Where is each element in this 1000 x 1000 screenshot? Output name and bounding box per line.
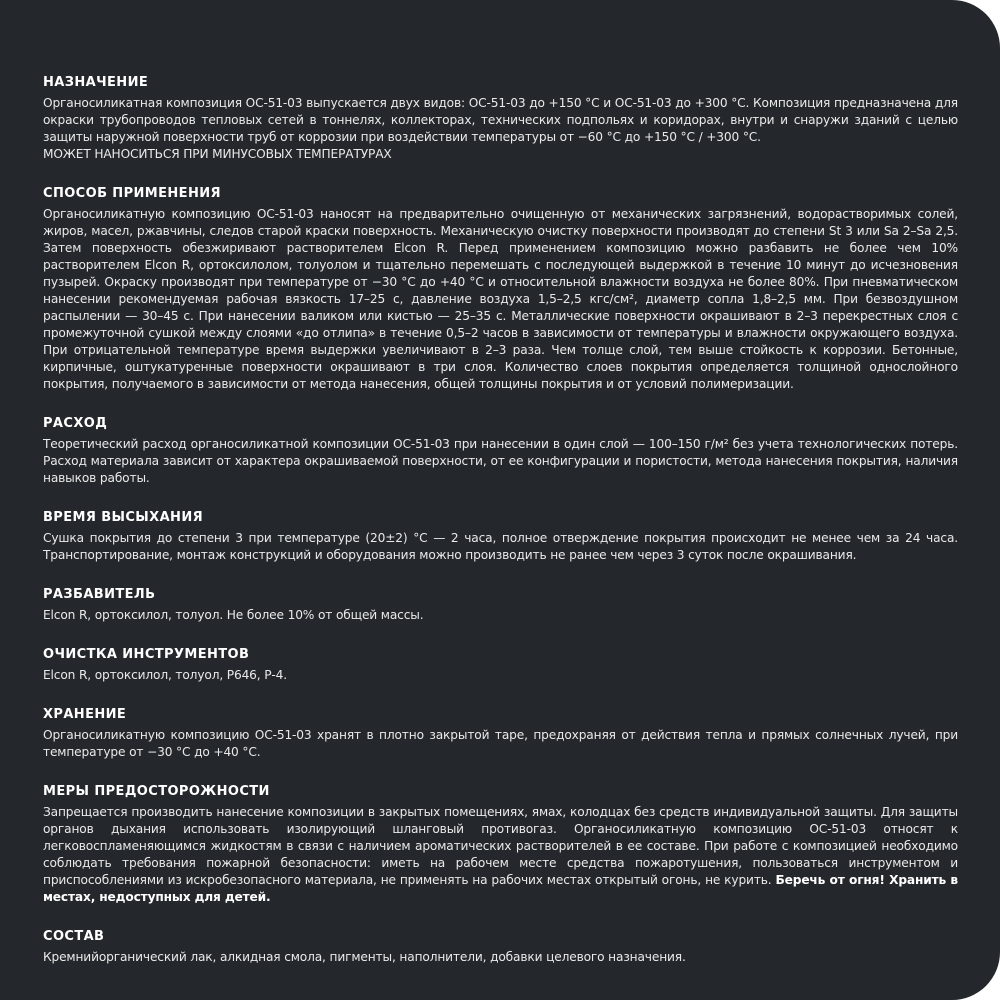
section-body <box>43 727 958 761</box>
section-body <box>43 436 958 487</box>
section-title: СОСТАВ <box>43 929 105 944</box>
paragraph: Запрещается производить нанесение композиции в закрытых помещениях, ямах, колодцах без средств индивидуальной защиты. Для защиты органов дыхания использовать изолирующий шланговый противогаз. Органосиликатную композицию ОС-51-03 относят к легковоспламеняющимся жидкостям в связи с наличием ароматических растворителей в ее составе. При работе с композицией необходимо соблюдать требования пожарной безопасности: иметь на рабочем месте средства пожаротушения, пользоваться инструментом и приспособлениями из искробезопасного материала, не применять на рабочих местах открытый огонь, не курить. <box>43 805 958 887</box>
paragraph: Органосиликатную композицию ОС-51-03 хранят в плотно закрытой таре, предохраняя от действия тепла и прямых солнечных лучей, при температуре от −30 °С до +40 °С. <box>43 728 958 759</box>
section-body <box>43 607 958 624</box>
paragraph: Elcon R, ортоксилол, толуол, Р646, Р-4. <box>43 668 288 682</box>
section-title: ОЧИСТКА ИНСТРУМЕНТОВ <box>43 647 250 662</box>
section-title: РАСХОД <box>43 416 108 431</box>
section-tool-cleaning <box>43 646 958 684</box>
section-title: РАЗБАВИТЕЛЬ <box>43 587 156 602</box>
section-title: ХРАНЕНИЕ <box>43 707 127 722</box>
section-storage <box>43 706 958 761</box>
section-drying-time <box>43 509 958 564</box>
section-body <box>43 949 958 966</box>
section-composition <box>43 928 958 966</box>
warning-text: Беречь от огня! Хранить в местах, недоступных для детей. <box>43 873 958 904</box>
section-precautions <box>43 783 958 906</box>
paragraph: Органосиликатная композиция ОС-51-03 выпускается двух видов: ОС-51-03 до +150 °С и ОС-51-03 до +300 °С. Композиция предназначена для окраски трубопроводов тепловых сетей в тоннелях, коллекторах, технических подпольях и коридорах, внутри и снаружи зданий с целью защиты наружной поверхности труб от коррозии при воздействии температуры от −60 °С до +150 °С / +300 °С. <box>43 96 958 144</box>
section-body <box>43 206 958 393</box>
section-body <box>43 95 958 163</box>
paragraph-note: МОЖЕТ НАНОСИТЬСЯ ПРИ МИНУСОВЫХ ТЕМПЕРАТУРАХ <box>43 147 392 161</box>
section-thinner <box>43 586 958 624</box>
section-title: НАЗНАЧЕНИЕ <box>43 75 149 90</box>
section-title: СПОСОБ ПРИМЕНЕНИЯ <box>43 186 221 201</box>
section-body <box>43 530 958 564</box>
section-title: ВРЕМЯ ВЫСЫХАНИЯ <box>43 510 204 525</box>
section-title: МЕРЫ ПРЕДОСТОРОЖНОСТИ <box>43 784 270 799</box>
paragraph: Elcon R, ортоксилол, толуол. Не более 10% от общей массы. <box>43 608 424 622</box>
paragraph: Сушка покрытия до степени 3 при температуре (20±2) °С — 2 часа, полное отверждение покрытия происходит не менее чем за 24 часа. Транспортирование, монтаж конструкций и оборудования можно производить не ранее чем через 3 суток после окрашивания. <box>43 531 958 562</box>
section-purpose <box>43 74 958 163</box>
paragraph: Кремнийорганический лак, алкидная смола, пигменты, наполнители, добавки целевого назначения. <box>43 950 686 964</box>
section-body <box>43 667 958 684</box>
section-body <box>43 804 958 906</box>
paragraph: Органосиликатную композицию ОС-51-03 наносят на предварительно очищенную от механических загрязнений, водорастворимых солей, жиров, масел, ржавчины, следов старой краски поверхность. Механическую очистку поверхности производят до степени St 3 или Sa 2–Sa 2,5. Затем поверхность обезжиривают растворителем Elcon R. Перед применением композицию можно разбавить не более чем 10% растворителем Elcon R, ортоксилолом, толуолом и тщательно перемешать с последующей выдержкой в течение 10 минут до исчезновения пузырей. Окраску производят при температуре от −30 °С до +40 °С и относительной влажности воздуха не более 80%. При пневматическом нанесении рекомендуемая рабочая вязкость 17–25 с, давление воздуха 1,5–2,5 кгс/см², диаметр сопла 1,8–2,5 мм. При безвоздушном распылении — 30–45 с. При нанесении валиком или кистью — 25–35 с. Металлические поверхности окрашивают в 2–3 перекрестных слоя с промежуточной сушкой между слоями «до отлипа» в течение 0,5–2 часов в зависимости от температуры и влажности окружающего воздуха. При отрицательной температуре время выдержки увеличивают в 2–3 раза. Чем толще слой, тем выше стойкость к коррозии. Бетонные, кирпичные, оштукатуренные поверхности окрашивают в три слоя. Количество слоев покрытия определяется толщиной однослойного покрытия, получаемого в зависимости от метода нанесения, общей толщины покрытия и от условий полимеризации. <box>43 207 958 391</box>
section-application <box>43 185 958 393</box>
section-consumption <box>43 415 958 487</box>
paragraph: Теоретический расход органосиликатной композиции ОС-51-03 при нанесении в один слой — 100–150 г/м² без учета технологических потерь. Расход материала зависит от характера окрашиваемой поверхности, от ее конфигурации и пористости, метода нанесения покрытия, наличия навыков работы. <box>43 437 958 485</box>
